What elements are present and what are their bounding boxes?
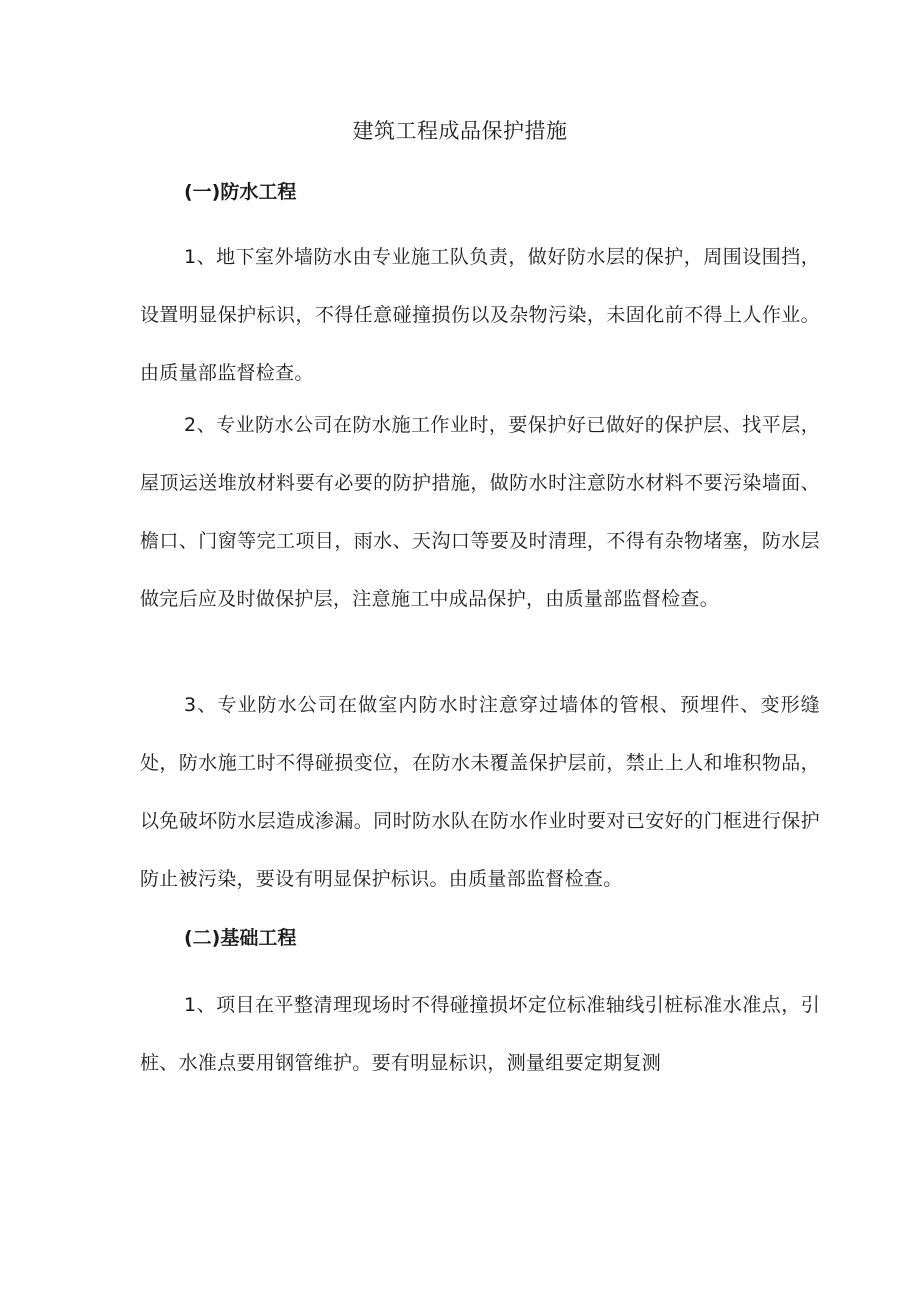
- paragraph-waterproofing-3: 3、专业防水公司在做室内防水时注意穿过墙体的管根、预埋件、变形缝处，防水施工时不得碰损变位，在防水未覆盖保护层前，禁止上人和堆积物品，以免破坏防水层造成渗漏。同时防水队在防水作业时要对已安好的门框进行保护防止被污染，要设有明显保护标识。由质量部监督检查。: [140, 694, 820, 890]
- paragraph-foundation-1: 1、项目在平整清理现场时不得碰撞损坏定位标准轴线引桩标准水准点，引桩、水准点要用钢管维护。要有明显标识，测量组要定期复测: [140, 994, 820, 1074]
- section-heading-foundation: (二)基础工程: [184, 927, 297, 949]
- paragraph-waterproofing-1: 1、地下室外墙防水由专业施工队负责，做好防水层的保护，周围设围挡，设置明显保护标识，不得任意碰撞损伤以及杂物污染，未固化前不得上人作业。由质量部监督检查。: [140, 246, 820, 384]
- section-heading-waterproofing: (一)防水工程: [184, 181, 297, 203]
- paragraph-waterproofing-2: 2、专业防水公司在防水施工作业时，要保护好已做好的保护层、找平层，屋顶运送堆放材料要有必要的防护措施，做防水时注意防水材料不要污染墙面、檐口、门窗等完工项目，雨水、天沟口等要及时清理，不得有杂物堵塞，防水层做完后应及时做保护层，注意施工中成品保护，由质量部监督检查。: [140, 414, 820, 610]
- document-title: 建筑工程成品保护措施: [352, 119, 568, 143]
